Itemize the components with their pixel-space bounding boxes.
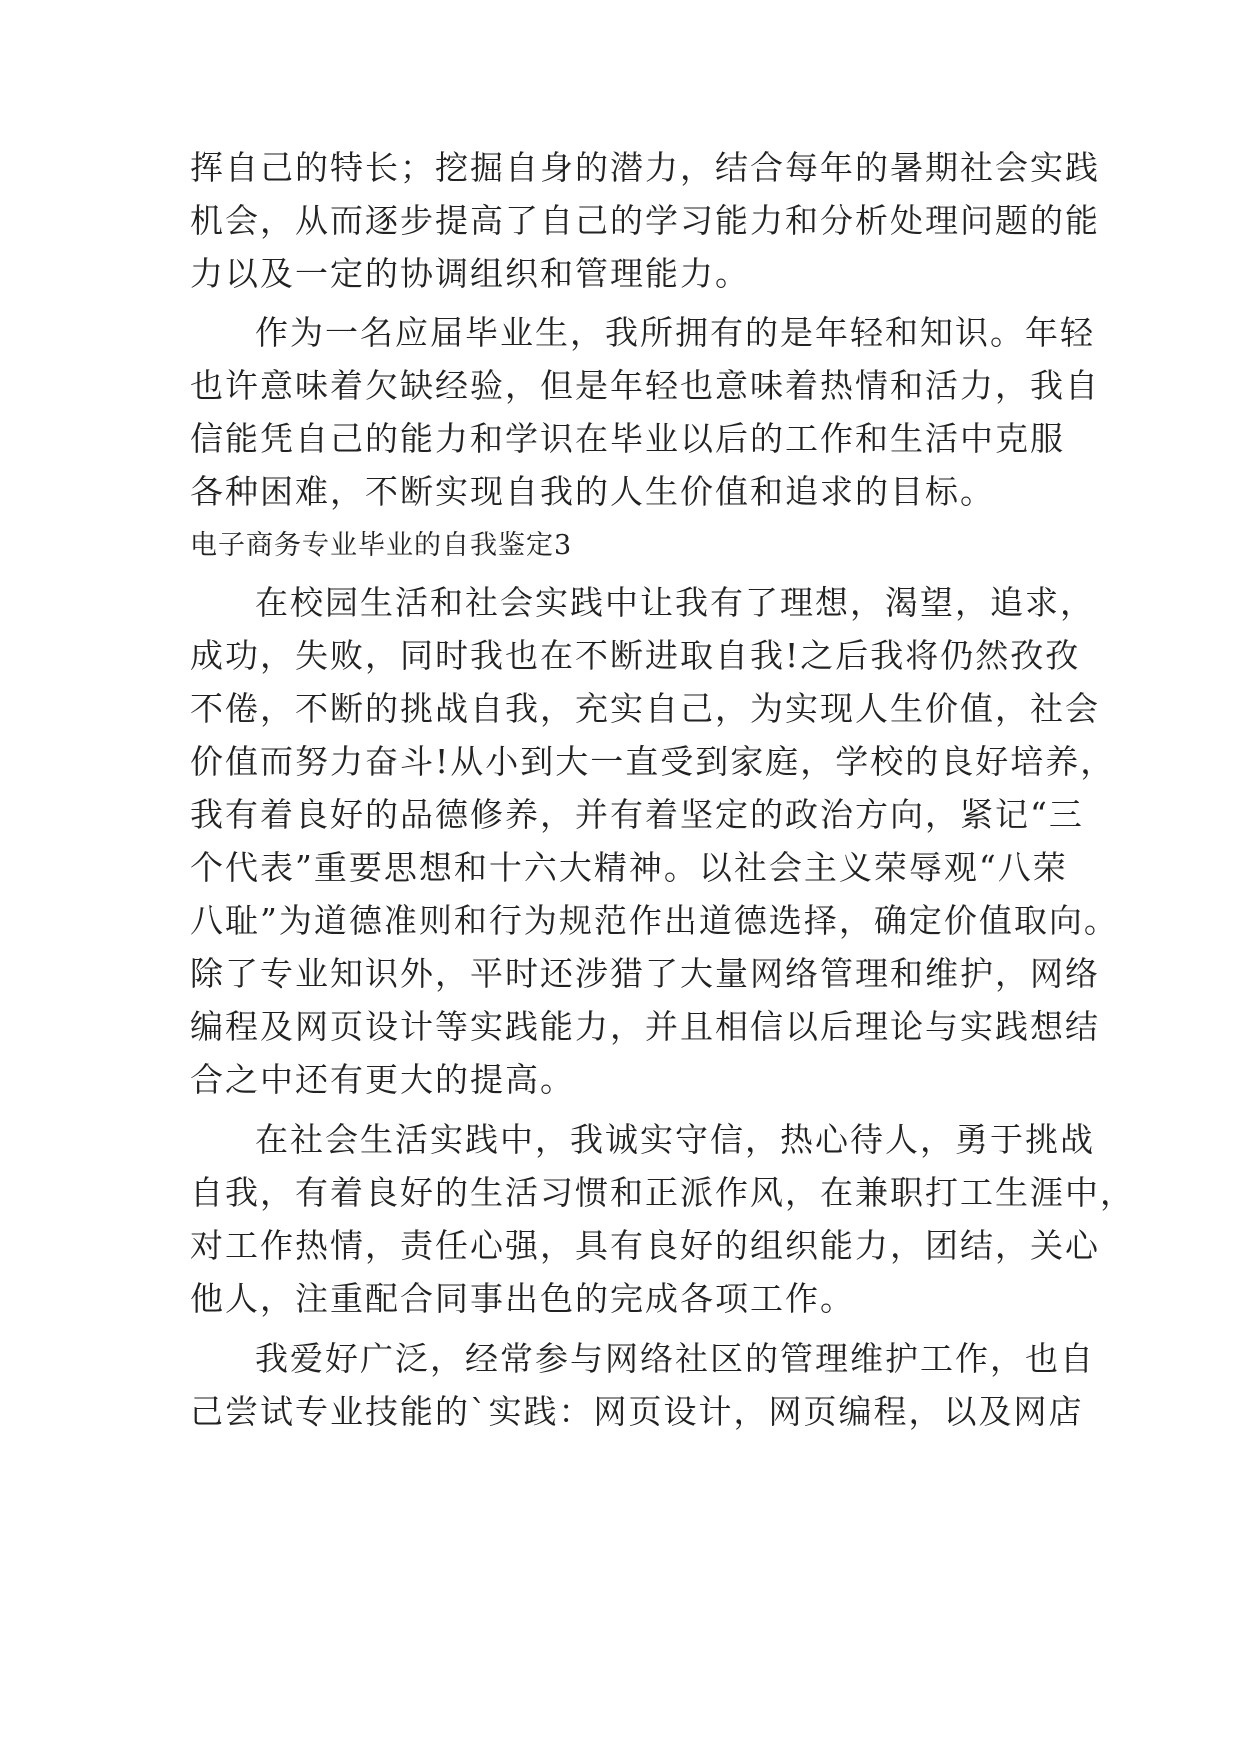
- text-line: 信能凭自己的能力和学识在毕业以后的工作和生活中克服: [190, 419, 1065, 458]
- text-line: 合之中还有更大的提高。: [190, 1060, 575, 1099]
- text-line: 作为一名应届毕业生，我所拥有的是年轻和知识。年轻: [255, 313, 1095, 352]
- text-line: 各种困难，不断实现自我的人生价值和追求的目标。: [190, 472, 995, 511]
- text-line: 对工作热情，责任心强，具有良好的组织能力，团结，关心: [190, 1226, 1100, 1265]
- text-line: 个代表”重要思想和十六大精神。以社会主义荣辱观“八荣: [190, 848, 1068, 887]
- text-line: 也许意味着欠缺经验，但是年轻也意味着热情和活力，我自: [190, 366, 1100, 405]
- text-line: 成功，失败，同时我也在不断进取自我!之后我将仍然孜孜: [190, 636, 1081, 675]
- text-line: 在校园生活和社会实践中让我有了理想，渴望，追求，: [255, 583, 1095, 622]
- text-line: 我有着良好的品德修养，并有着坚定的政治方向，紧记“三: [190, 795, 1084, 834]
- text-line: 自我，有着良好的生活习惯和正派作风，在兼职打工生涯中，: [190, 1173, 1135, 1212]
- section-heading: 电子商务专业毕业的自我鉴定3: [190, 530, 573, 561]
- text-line: 力以及一定的协调组织和管理能力。: [190, 254, 750, 293]
- text-line: 机会，从而逐步提高了自己的学习能力和分析处理问题的能: [190, 201, 1100, 240]
- text-line: 我爱好广泛，经常参与网络社区的管理维护工作，也自: [255, 1339, 1095, 1378]
- text-line: 他人，注重配合同事出色的完成各项工作。: [190, 1279, 855, 1318]
- text-line: 挥自己的特长；挖掘自身的潜力，结合每年的暑期社会实践: [190, 148, 1100, 187]
- text-line: 编程及网页设计等实践能力，并且相信以后理论与实践想结: [190, 1007, 1100, 1046]
- text-line: 八耻”为道德准则和行为规范作出道德选择，确定价值取向。: [190, 901, 1119, 940]
- text-line: 价值而努力奋斗!从小到大一直受到家庭，学校的良好培养，: [190, 742, 1116, 781]
- text-line: 除了专业知识外，平时还涉猎了大量网络管理和维护，网络: [190, 954, 1100, 993]
- text-line: 在社会生活实践中，我诚实守信，热心待人，勇于挑战: [255, 1120, 1095, 1159]
- text-line: 不倦，不断的挑战自我，充实自己，为实现人生价值，社会: [190, 689, 1100, 728]
- text-line: 己尝试专业技能的`实践：网页设计，网页编程，以及网店: [190, 1392, 1084, 1431]
